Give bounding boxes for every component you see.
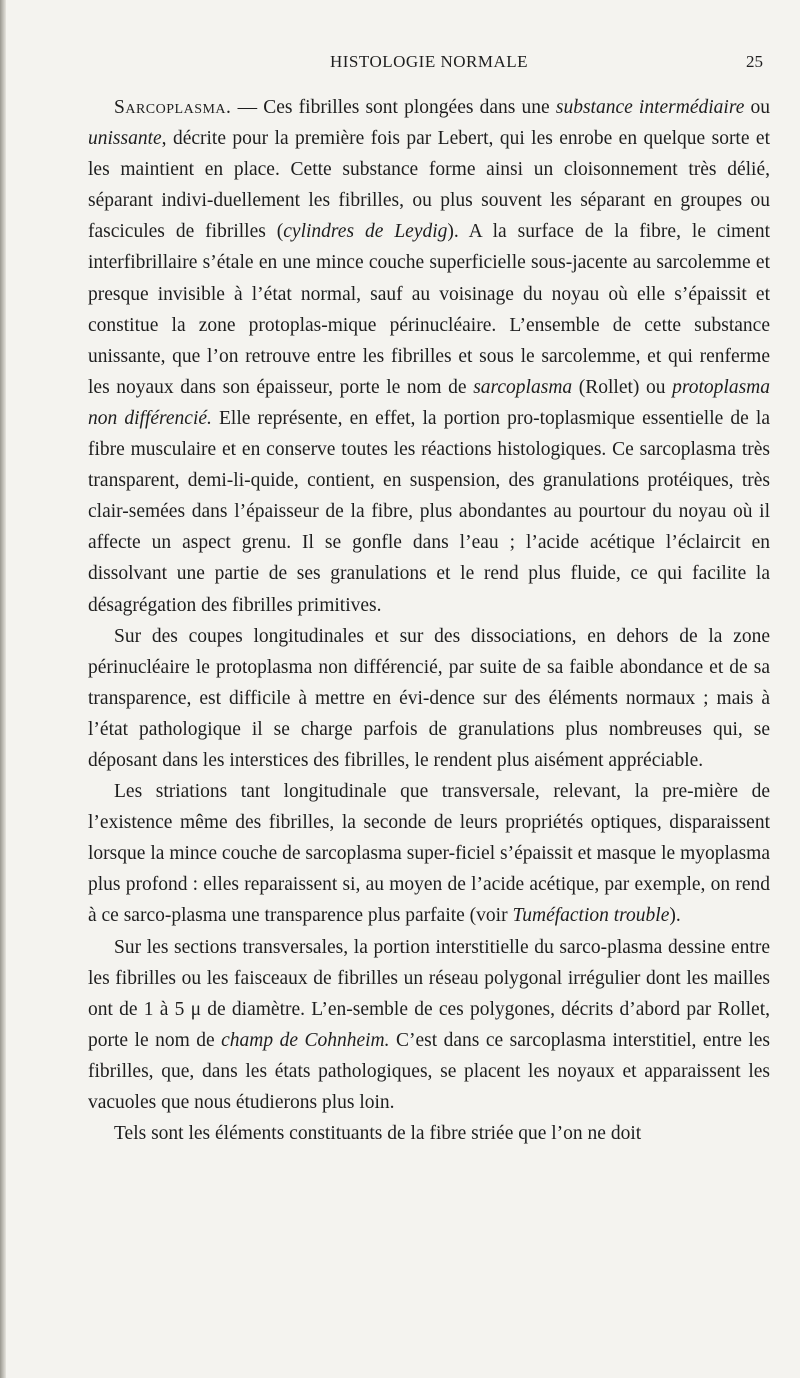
italic-term: unissante [88,128,162,150]
paragraph-closing-line: Tels sont les éléments constituants de la fibre striée que l’on ne doit [114,1123,642,1145]
text-run: , décrite pour la première fois par Lebert, qui les enrobe en quelque sorte et les maintient en place. Cette substance forme ainsi un cloisonnement très délié, séparant indivi-duellement les fibrilles, ou plus souvent les séparant en groupes ou fascicules de fibrilles ( [88,128,770,243]
paragraph-transverse-sections [88,932,770,1119]
running-title: HISTOLOGIE NORMALE [329,52,529,71]
text-run: Sur les sections transversales, la portion interstitielle du sarco-plasma dessine entre les fibrilles ou les faisceaux de fibrilles un réseau polygonal irrégulier dont les mailles ont de 1 à 5 μ de diamètre. L’en-semble de ces polygones, décrits d’abord par Rollet, porte le nom de [88,936,770,1051]
italic-term: protoplasma non différencié. [88,376,770,429]
section-lead: Sarcoplasma. [114,97,232,118]
italic-term: sarcoplasma [473,376,573,398]
page-header [95,50,763,80]
text-run: ou [744,97,771,118]
italic-term: cylindres de Leydig [283,221,448,243]
text-run: (Rollet) ou [572,376,673,398]
text-run: C’est dans ce sarcoplasma interstitiel, entre les fibrilles, que, dans les états pathologiques, se placent les noyaux et apparaissent les vacuoles que nous étudierons plus loin. [88,1029,771,1113]
text-run: ). [669,905,681,927]
text-run: Elle représente, en effet, la portion pro-toplasmique essentielle de la fibre musculaire et en conserve toutes les réactions histologiques. Ce sarcoplasma très transparent, demi-li-quide, contient, en suspension, des granulations protéiques, très clair-semées dans l’épaisseur de la fibre, plus abondantes au pourtour du noyau où il affecte un aspect grenu. Il se gonfle dans l’eau ; l’acide acétique l’éclaircit en dissolvant une partie de ses granulations et le rend plus fluide, ce qui facilite la désagrégation des fibrilles primitives. [88,407,770,616]
italic-term: substance intermédiaire [555,97,745,118]
paragraph-striations [88,776,770,931]
italic-term: Tuméfaction trouble [512,905,670,927]
italic-term: champ de Cohnheim. [221,1029,390,1051]
paragraph-sarcoplasma [88,92,770,621]
page-edge-shadow [0,0,6,1378]
text-run: ). A la surface de la fibre, le ciment interfibrillaire s’étale en une mince couche superficielle sous-jacente au sarcolemme et presque invisible à l’état normal, sauf au voisinage du noyau où elle s’épaissit et constitue la zone protoplas-mique périnucléaire. L’ensemble de cette substance unissante, que l’on retrouve entre les fibrilles et sous le sarcolemme, et qui renferme les noyaux dans son épaisseur, porte le nom de [88,221,770,398]
text-run: — Ces fibrilles sont plongées dans une [231,97,556,118]
page-number: 25 [746,52,763,71]
body-text [88,92,770,1149]
paragraph-longitudinal-sections: Sur des coupes longitudinales et sur des dissociations, en dehors de la zone périnucléaire le protoplasma non différencié, par suite de sa faible abondance et de sa transparence, est difficile à mettre en évi-dence sur des éléments normaux ; mais à l’état pathologique il se charge parfois de granulations plus nombreuses qui, se déposant dans les interstices des fibrilles, le rendent plus aisément appréciable. [88,625,770,771]
text-run: Les striations tant longitudinale que transversale, relevant, la pre-mière de l’existence même des fibrilles, la seconde de leurs propriétés optiques, disparaissent lorsque la mince couche de sarcoplasma super-ficiel s’épaissit et masque le myoplasma plus profond : elles reparaissent si, au moyen de l’acide acétique, par exemple, on rend à ce sarco-plasma une transparence plus parfaite (voir [88,781,770,927]
